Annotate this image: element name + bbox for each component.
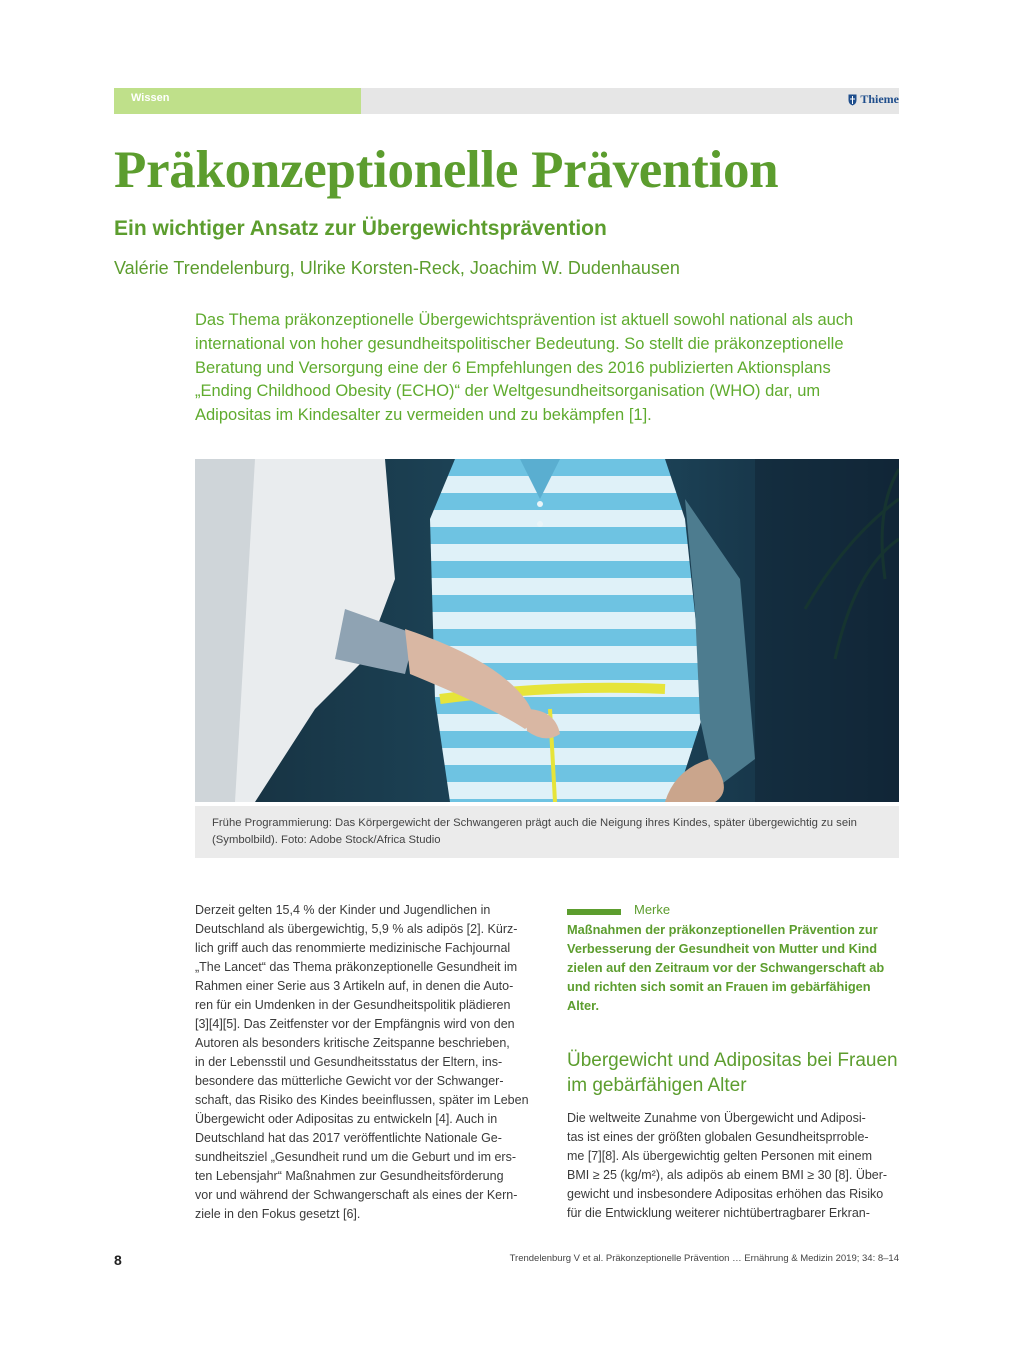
section-heading-line: Übergewicht und Adipositas bei Frauen	[567, 1050, 898, 1071]
merke-line: Alter.	[567, 998, 600, 1013]
body-line: BMI ≥ 25 (kg/m²), als adipös ab einem BMI ≥ 30 [8]. Über-	[567, 1168, 888, 1182]
abstract-line: Beratung und Versorgung eine der 6 Empfehlungen des 2016 publizierten Aktionsplans	[195, 358, 831, 377]
publisher-name: Thieme	[860, 92, 899, 106]
footer-citation: Trendelenburg V et al. Präkonzeptionelle Prävention … Ernährung & Medizin 2019; 34: 8–14	[509, 1253, 899, 1264]
merke-line: zielen auf den Zeitraum vor der Schwangerschaft ab	[567, 960, 885, 975]
abstract-line: Adipositas im Kindesalter zu vermeiden und zu bekämpfen [1].	[195, 406, 652, 425]
page-number: 8	[114, 1252, 122, 1268]
section-heading-line: im gebärfähigen Alter	[567, 1075, 747, 1096]
merke-label: Merke	[634, 902, 671, 917]
article-abstract	[195, 309, 899, 428]
body-line: me [7][8]. Als übergewichtig gelten Personen mit einem	[567, 1149, 873, 1163]
body-line: besondere das mütterliche Gewicht vor der Schwanger-	[195, 1074, 504, 1088]
caption-line: Frühe Programmierung: Das Körpergewicht der Schwangeren prägt auch die Neigung ihres Kindes, später übergewichtig zu sein	[212, 817, 857, 829]
body-line: Autoren als besonders kritische Zeitspanne beschrieben,	[195, 1036, 510, 1050]
body-line: tas ist eines der größten globalen Gesundheitsprroble-	[567, 1130, 869, 1144]
merke-line: Maßnahmen der präkonzeptionellen Prävention zur	[567, 922, 878, 937]
section-heading	[567, 1048, 899, 1098]
body-line: ziele in den Fokus gesetzt [6].	[195, 1207, 361, 1221]
body-line: gewicht und insbesondere Adipositas erhöhen das Risiko	[567, 1187, 884, 1201]
merke-text	[567, 920, 899, 1015]
body-line: für die Entwicklung weiterer nichtübertragbarer Erkran-	[567, 1206, 870, 1220]
article-photo	[195, 459, 899, 802]
merke-line: und richten sich somit an Frauen im gebärfähigen	[567, 979, 871, 994]
section-tag: Wissen	[131, 92, 170, 104]
body-column-right	[567, 1109, 899, 1223]
caption-line: (Symbolbild). Foto: Adobe Stock/Africa Studio	[212, 834, 441, 846]
body-line: [3][4][5]. Das Zeitfenster vor der Empfängnis wird von den	[195, 1017, 515, 1031]
merke-line: Verbesserung der Gesundheit von Mutter und Kind	[567, 941, 878, 956]
article-authors: Valérie Trendelenburg, Ulrike Korsten-Reck, Joachim W. Dudenhausen	[114, 258, 680, 278]
body-line: Rahmen einer Serie aus 3 Artikeln auf, in denen die Auto-	[195, 979, 514, 993]
article-title: Präkonzeptionelle Prävention	[114, 141, 779, 199]
body-line: in der Lebensstil und Gesundheitsstatus der Eltern, ins-	[195, 1055, 503, 1069]
crest-icon	[848, 94, 857, 106]
abstract-line: Das Thema präkonzeptionelle Übergewichtsprävention ist aktuell sowohl national als auch	[195, 311, 854, 329]
publisher-logo	[848, 92, 899, 107]
body-column-left	[195, 901, 527, 1224]
body-line: schaft, das Risiko des Kindes beeinflussen, später im Leben	[195, 1093, 529, 1107]
body-line: vor und während der Schwangerschaft als eines der Kern-	[195, 1188, 518, 1202]
abstract-line: „Ending Childhood Obesity (ECHO)“ der Weltgesundheitsorganisation (WHO) dar, um	[195, 382, 821, 401]
body-line: Deutschland als übergewichtig, 5,9 % als adipös [2]. Kürz-	[195, 922, 518, 936]
abstract-line: international von hoher gesundheitspolitischer Bedeutung. So stellt die präkonzeptionelle	[195, 334, 844, 353]
body-line: „The Lancet“ das Thema präkonzeptionelle Gesundheit im	[195, 960, 518, 974]
photo-caption	[212, 815, 892, 849]
body-line: lich griff auch das renommierte medizinische Fachjournal	[195, 941, 511, 955]
body-line: Deutschland hat das 2017 veröffentlichte Nationale Ge-	[195, 1131, 502, 1145]
body-line: Übergewicht oder Adipositas zu entwickeln [4]. Auch in	[195, 1112, 498, 1126]
body-line: Derzeit gelten 15,4 % der Kinder und Jugendlichen in	[195, 903, 491, 917]
body-line: sundheitsziel „Gesundheit rund um die Geburt und im ers-	[195, 1150, 516, 1164]
article-subtitle: Ein wichtiger Ansatz zur Übergewichtsprävention	[114, 217, 607, 240]
photo-illustration	[195, 459, 899, 802]
body-line: Die weltweite Zunahme von Übergewicht und Adiposi-	[567, 1111, 866, 1125]
merke-bar	[567, 909, 621, 915]
body-line: ten Lebensjahr“ Maßnahmen zur Gesundheitsförderung	[195, 1169, 504, 1183]
body-line: ren für ein Umdenken in der Gesundheitspolitik plädieren	[195, 998, 511, 1012]
